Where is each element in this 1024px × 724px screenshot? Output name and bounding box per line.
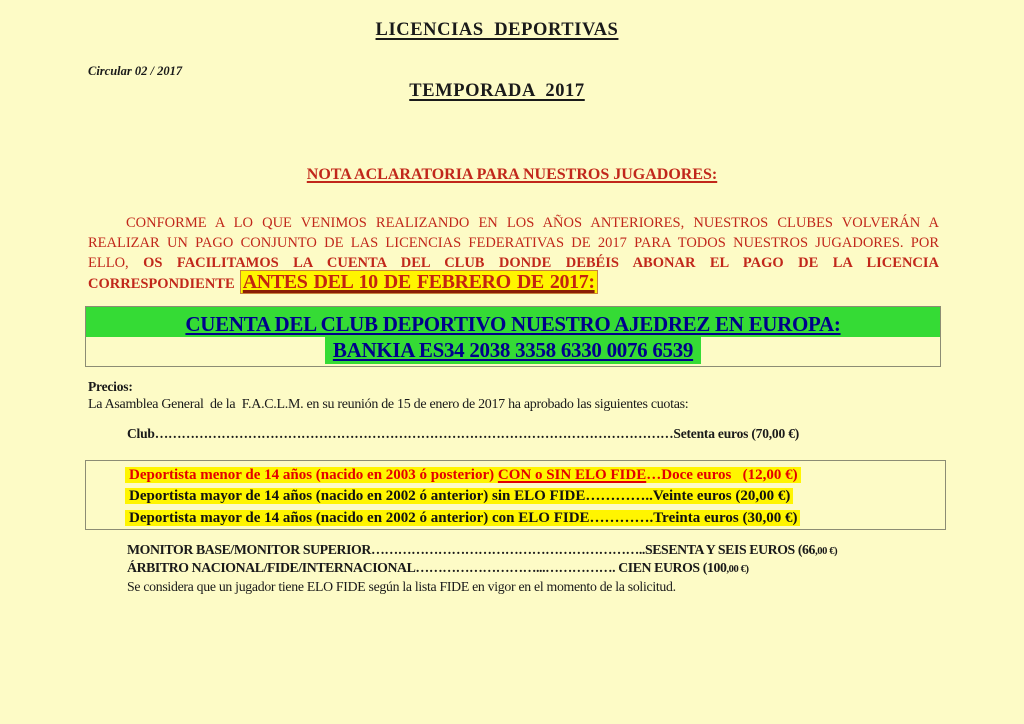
- account-iban-text: BANKIA ES34 2038 3358 6330 0076 6539: [325, 337, 701, 364]
- monitor-fee-main: MONITOR BASE/MONITOR SUPERIOR……………………………………………………..SESENTA Y SEIS EUROS (66: [127, 542, 816, 557]
- season-title-text: TEMPORADA 2017: [409, 81, 585, 101]
- fide-footnote: Se considera que un jugador tiene ELO FIDE según la lista FIDE en vigor en el momento de la solicitud.: [127, 579, 676, 594]
- fee-row-under14: [125, 465, 945, 486]
- fee-row-over14-noelo-text: Deportista mayor de 14 años (nacido en 2002 ó anterior) sin ELO FIDE…………..Veinte euros (20,00 €): [125, 488, 793, 504]
- monitor-fee-small: ,00 €): [815, 546, 838, 557]
- fee-rows: [125, 465, 945, 529]
- note-body-regular: CONFORME A LO QUE VENIMOS REALIZANDO EN LOS AÑOS ANTERIORES, NUESTROS CLUBES VOLVERÁN A REALIZAR UN PAGO CONJUNTO DE LAS LICENCIAS FEDERATIVAS DE 2017 PARA TODOS NUESTROS JUGADORES. POR ELLO,: [88, 215, 939, 271]
- account-club-text: CUENTA DEL CLUB DEPORTIVO NUESTRO AJEDREZ EN EUROPA:: [185, 312, 841, 336]
- note-heading-text: NOTA ACLARATORIA PARA NUESTROS JUGADORES:: [306, 166, 718, 183]
- monitor-fee-line: [127, 542, 837, 558]
- account-club-line: [86, 307, 940, 337]
- prices-intro: La Asamblea General de la F.A.C.L.M. en su reunión de 15 de enero de 2017 ha aprobado las siguientes cuotas:: [88, 397, 689, 412]
- prices-label: Precios:: [88, 379, 133, 394]
- page-title-text: LICENCIAS DEPORTIVAS: [375, 20, 619, 40]
- account-box: [85, 306, 941, 367]
- fee-row-under14-prefix: Deportista menor de 14 años (nacido en 2003 ó posterior): [129, 467, 498, 483]
- fee-row-over14-elo: [125, 508, 945, 529]
- arbitro-fee-small: ,00 €): [726, 564, 749, 575]
- season-title: [0, 81, 994, 102]
- fee-row-over14-elo-text: Deportista mayor de 14 años (nacido en 2002 ó anterior) con ELO FIDE………….Treinta euros (30,00 €): [125, 510, 800, 526]
- fee-row-over14-noelo: [125, 486, 945, 507]
- arbitro-fee-main: ÁRBITRO NACIONAL/FIDE/INTERNACIONAL………………………...……………. CIEN EUROS (100: [127, 560, 727, 575]
- fee-box: [85, 460, 946, 530]
- account-iban-row: [86, 337, 940, 366]
- note-body-bold: OS FACILITAMOS LA CUENTA DEL CLUB DONDE DEBÉIS ABONAR EL PAGO DE LA LICENCIA CORRESPONDIENTE: [88, 254, 940, 293]
- note-paragraph: [88, 214, 939, 295]
- circular-number: Circular 02 / 2017: [88, 64, 183, 78]
- club-fee-line: Club………………………………………………………………………………………………………Setenta euros (70,00 €): [127, 426, 800, 441]
- note-heading: [0, 166, 1024, 184]
- arbitro-fee-line: [127, 560, 749, 576]
- fee-row-under14-underlined: CON o SIN ELO FIDE: [497, 467, 647, 483]
- deadline-highlight: ANTES DEL 10 DE FEBRERO DE 2017:: [240, 270, 598, 294]
- fee-row-under14-suffix: …Doce euros (12,00 €): [646, 467, 798, 483]
- fee-row-under14-text: [125, 467, 801, 483]
- page-title: [0, 20, 994, 41]
